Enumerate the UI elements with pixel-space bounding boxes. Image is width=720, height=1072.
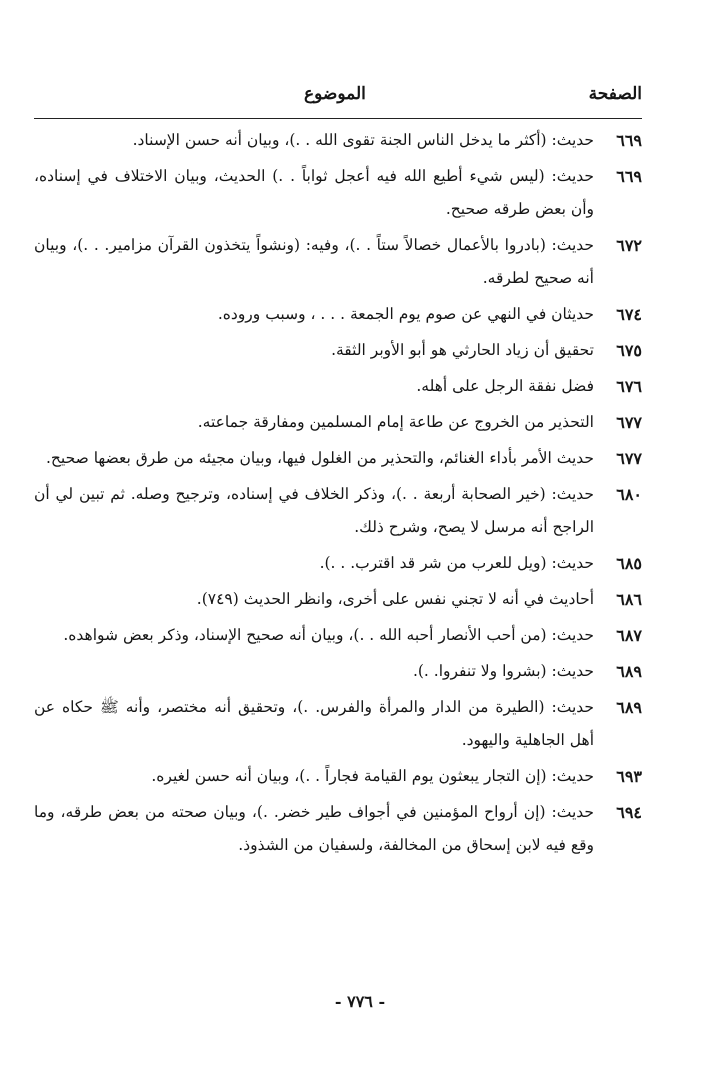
- page-header: [34, 84, 642, 112]
- index-entry: [34, 160, 642, 226]
- page-number-footer: - ٧٧٦ -: [334, 992, 386, 1011]
- index-entry: [34, 442, 642, 475]
- entry-page-number: ٦٨٩: [616, 698, 642, 717]
- entry-text: حديث: (بشروا ولا تنفروا. .).: [412, 662, 594, 680]
- index-entry: [34, 478, 642, 544]
- index-entry: [34, 124, 642, 157]
- entry-page-number: ٦٧٦: [616, 377, 642, 396]
- entry-page-number: ٦٨٦: [616, 590, 642, 609]
- entry-text: حديث: (من أحب الأنصار أحبه الله . .)، وبيان أنه صحيح الإسناد، وذكر بعض شواهده.: [63, 626, 594, 644]
- index-entry: [34, 796, 642, 862]
- entry-page-number: ٦٧٧: [616, 449, 642, 468]
- index-entry: [34, 229, 642, 295]
- index-entry: [34, 583, 642, 616]
- entry-text: حديث: (الطيرة من الدار والمرأة والفرس. .)، وتحقيق أنه مختصر، وأنه ﷺ حكاه عن أهل الجاهلية واليهود.: [34, 698, 594, 749]
- entry-page-number: ٦٧٥: [616, 341, 642, 360]
- entry-text: فضل نفقة الرجل على أهله.: [416, 377, 594, 395]
- entry-page-number: ٦٩٣: [616, 767, 642, 786]
- entry-text: حديث: (خير الصحابة أربعة . .)، وذكر الخلاف في إسناده، وترجيح وصله. ثم تبين لي أن الراجح أنه مرسل لا يصح، وشرح ذلك.: [34, 485, 594, 536]
- entry-text: حديثان في النهي عن صوم يوم الجمعة . . . ، وسبب وروده.: [217, 305, 594, 323]
- entry-page-number: ٦٧٧: [616, 413, 642, 432]
- index-entry: [34, 370, 642, 403]
- header-divider: [34, 118, 642, 119]
- entry-text: أحاديث في أنه لا تجني نفس على أخرى، وانظر الحديث (٧٤٩).: [196, 590, 594, 608]
- topic-column-label: الموضوع: [304, 84, 366, 104]
- entry-text: حديث: (أكثر ما يدخل الناس الجنة تقوى الله . .)، وبيان أنه حسن الإسناد.: [132, 131, 594, 149]
- entry-text: حديث: (بادروا بالأعمال خصالاً ستاً . .)، وفيه: (ونشواً يتخذون القرآن مزامير. . .)، وبيان أنه صحيح لطرقه.: [34, 236, 594, 287]
- index-entry: [34, 691, 642, 757]
- entry-page-number: ٦٧٤: [616, 305, 642, 324]
- entry-page-number: ٦٨٧: [616, 626, 642, 645]
- entry-page-number: ٦٧٢: [616, 236, 642, 255]
- index-entry: [34, 619, 642, 652]
- index-entry: [34, 760, 642, 793]
- index-entries: [34, 124, 642, 865]
- entry-text: التحذير من الخروج عن طاعة إمام المسلمين ومفارقة جماعته.: [197, 413, 594, 431]
- entry-text: حديث: (إن أرواح المؤمنين في أجواف طير خضر. .)، وبيان صحته من بعض طرقه، وما وقع فيه لابن إسحاق من المخالفة، ولسفيان من الشذوذ.: [34, 803, 594, 854]
- index-entry: [34, 298, 642, 331]
- entry-page-number: ٦٨٠: [616, 485, 642, 504]
- entry-text: حديث الأمر بأداء الغنائم، والتحذير من الغلول فيها، وبيان مجيئه من طرق بعضها صحيح.: [46, 449, 594, 467]
- index-entry: [34, 547, 642, 580]
- index-entry: [34, 406, 642, 439]
- entry-text: حديث: (ليس شيء أطيع الله فيه أعجل ثواباً . .) الحديث، وبيان الاختلاف في إسناده، وأن بعض طرقه صحيح.: [34, 167, 594, 218]
- page-column-label: الصفحة: [588, 84, 642, 104]
- entry-page-number: ٦٦٩: [616, 131, 642, 150]
- entry-page-number: ٦٨٥: [616, 554, 642, 573]
- entry-page-number: ٦٦٩: [616, 167, 642, 186]
- index-entry: [34, 334, 642, 367]
- entry-text: حديث: (إن التجار يبعثون يوم القيامة فجاراً . .)، وبيان أنه حسن لغيره.: [151, 767, 594, 785]
- entry-text: تحقيق أن زياد الحارثي هو أبو الأوبر الثقة.: [331, 341, 594, 359]
- entry-page-number: ٦٨٩: [616, 662, 642, 681]
- entry-page-number: ٦٩٤: [616, 803, 642, 822]
- index-entry: [34, 655, 642, 688]
- entry-text: حديث: (ويل للعرب من شر قد اقترب. . .).: [319, 554, 594, 572]
